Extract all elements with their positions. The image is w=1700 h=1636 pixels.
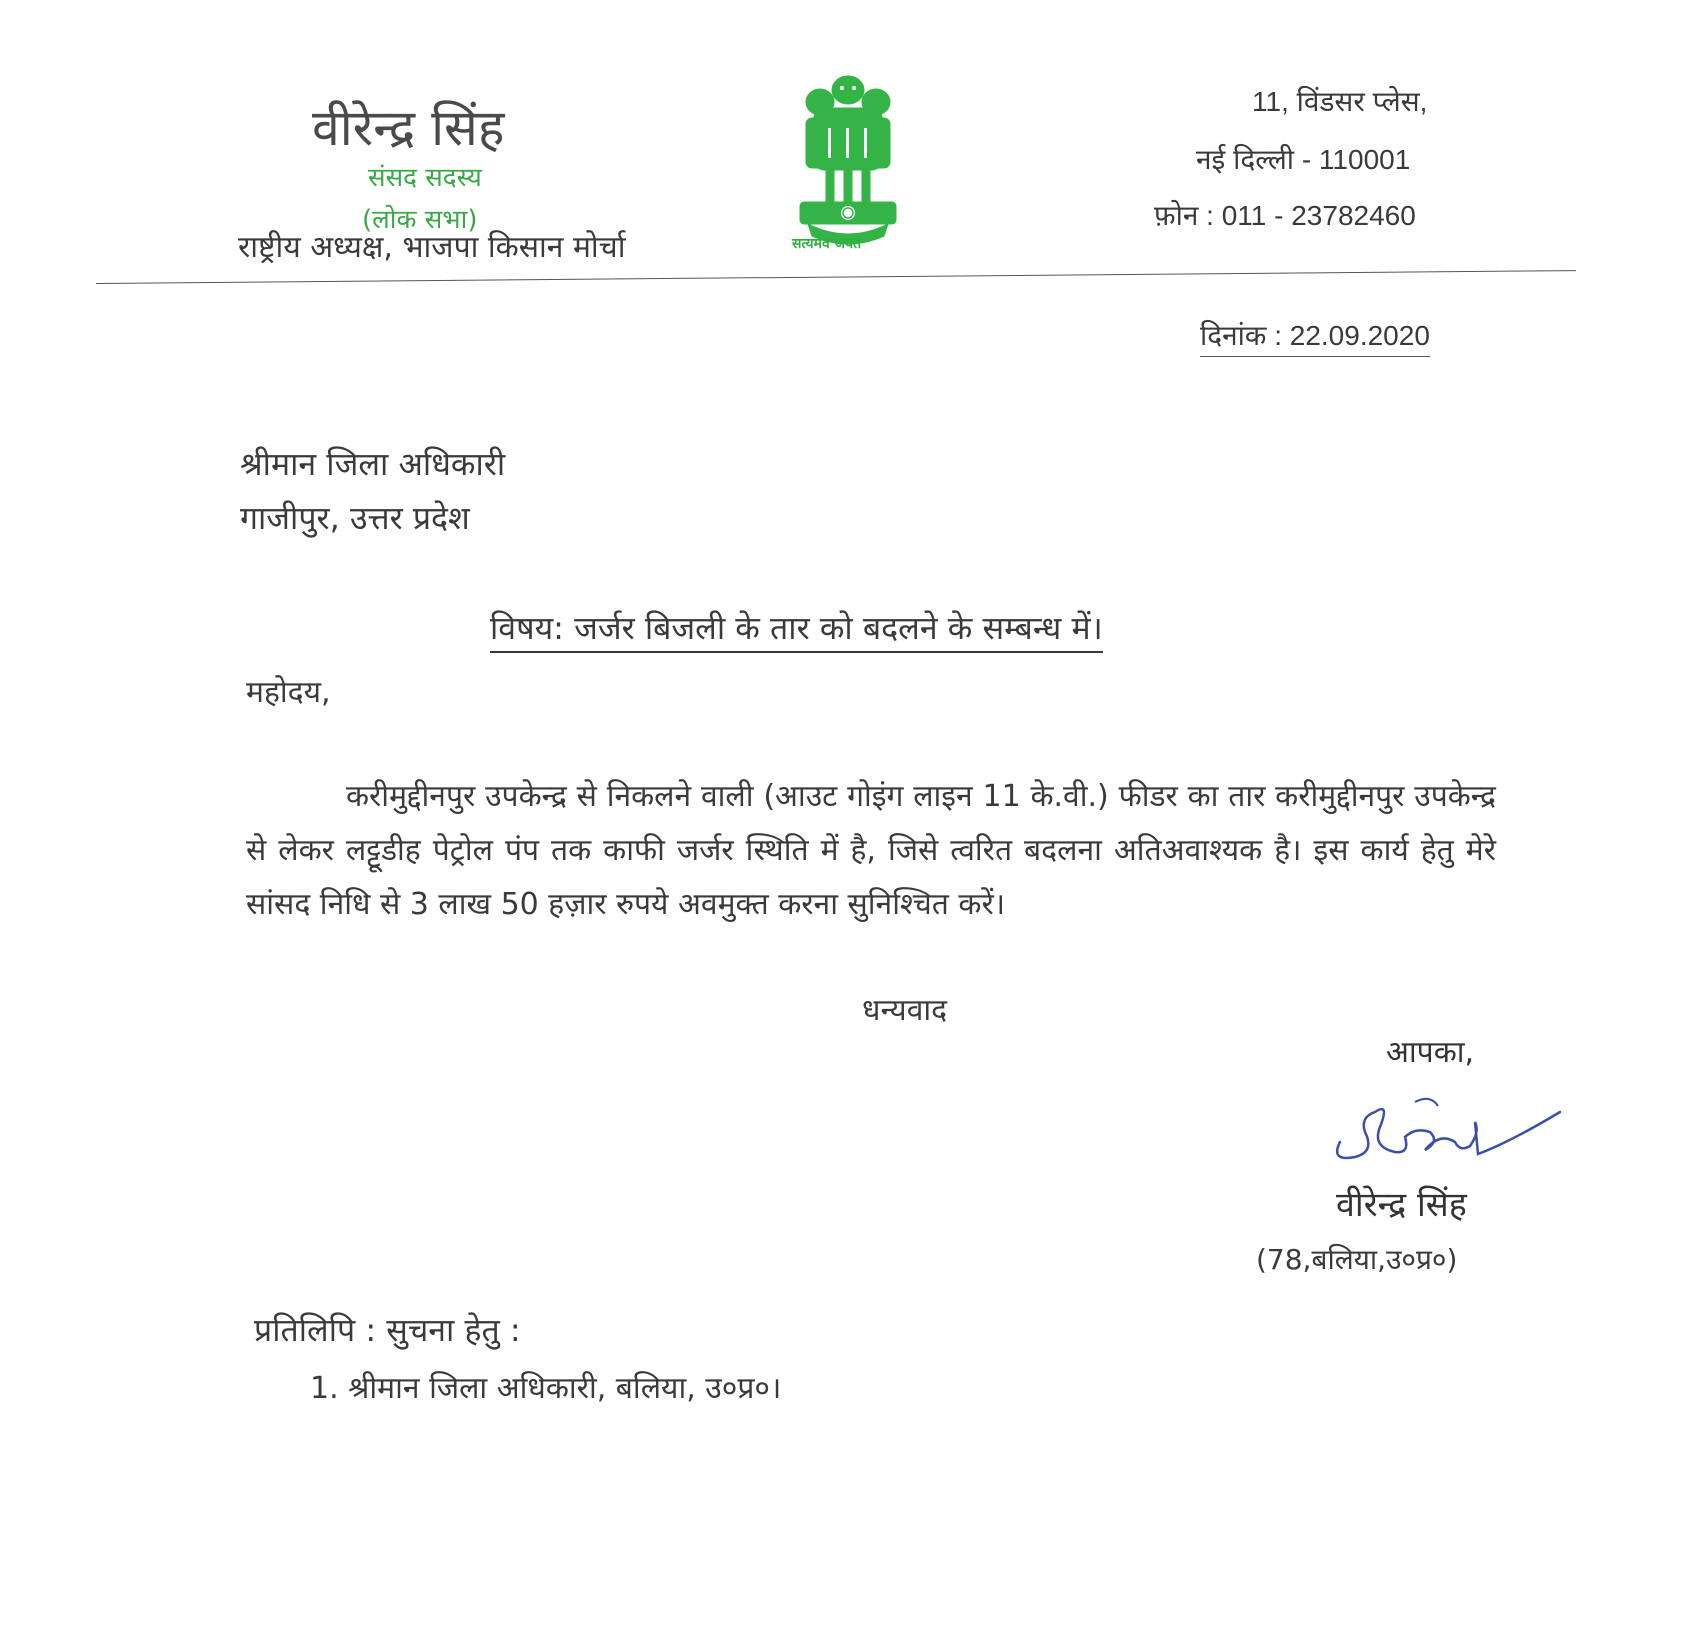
recipient-title: श्रीमान जिला अधिकारी (240, 445, 506, 483)
thanks-line: धन्यवाद (862, 993, 948, 1028)
closing-yours: आपका, (1386, 1035, 1475, 1070)
sender-house: (लोक सभा) (362, 205, 478, 235)
emblem-motto: सत्यमेव जयते (792, 236, 862, 252)
phone-number: फ़ोन : 011 - 23782460 (1154, 200, 1416, 231)
letter-body: करीमुद्दीनपुर उपकेन्द्र से निकलने वाली (आउट गोइंग लाइन 11 के.वी.) फीडर का तार करीमुद्दीनपुर उपकेन्द्र से लेकर लट्टूडीह पेट्रोल पंप तक काफी जर्जर स्थिति में है, जिसे त्वरित बदलना अतिअवाश्यक है। इस कार्य हेतु मेरे सांसद निधि से 3 लाख 50 हज़ार रुपये अवमुक्त करना सुनिश्चित करें। (246, 779, 1496, 922)
signatory-constituency: (78,बलिया,उ०प्र०) (1256, 1243, 1458, 1276)
sender-name-heading: वीरेन्द्र सिंह (312, 99, 505, 157)
copy-heading: प्रतिलिपि : सुचना हेतु : (254, 1311, 521, 1349)
address-line-2: नई दिल्ली - 110001 (1196, 144, 1411, 175)
address-line-1: 11, विंडसर प्लेस, (1252, 86, 1428, 117)
recipient-location: गाजीपुर, उत्तर प्रदेश (240, 499, 470, 537)
letterhead-divider (96, 270, 1576, 284)
letter-date: दिनांक : 22.09.2020 (1200, 316, 1430, 357)
handwritten-signature (1320, 1072, 1570, 1172)
salutation: महोदय, (246, 675, 331, 710)
copy-item: 1. श्रीमान जिला अधिकारी, बलिया, उ०प्र०। (310, 1371, 782, 1406)
signatory-name: वीरेन्द्र सिंह (1336, 1185, 1467, 1225)
national-emblem-icon (788, 68, 908, 258)
sender-designation: संसद सदस्य (368, 163, 482, 193)
letter-subject: विषय: जर्जर बिजली के तार को बदलने के सम्बन्ध में। (490, 606, 1103, 653)
sender-role: राष्ट्रीय अध्यक्ष, भाजपा किसान मोर्चा (238, 230, 626, 265)
